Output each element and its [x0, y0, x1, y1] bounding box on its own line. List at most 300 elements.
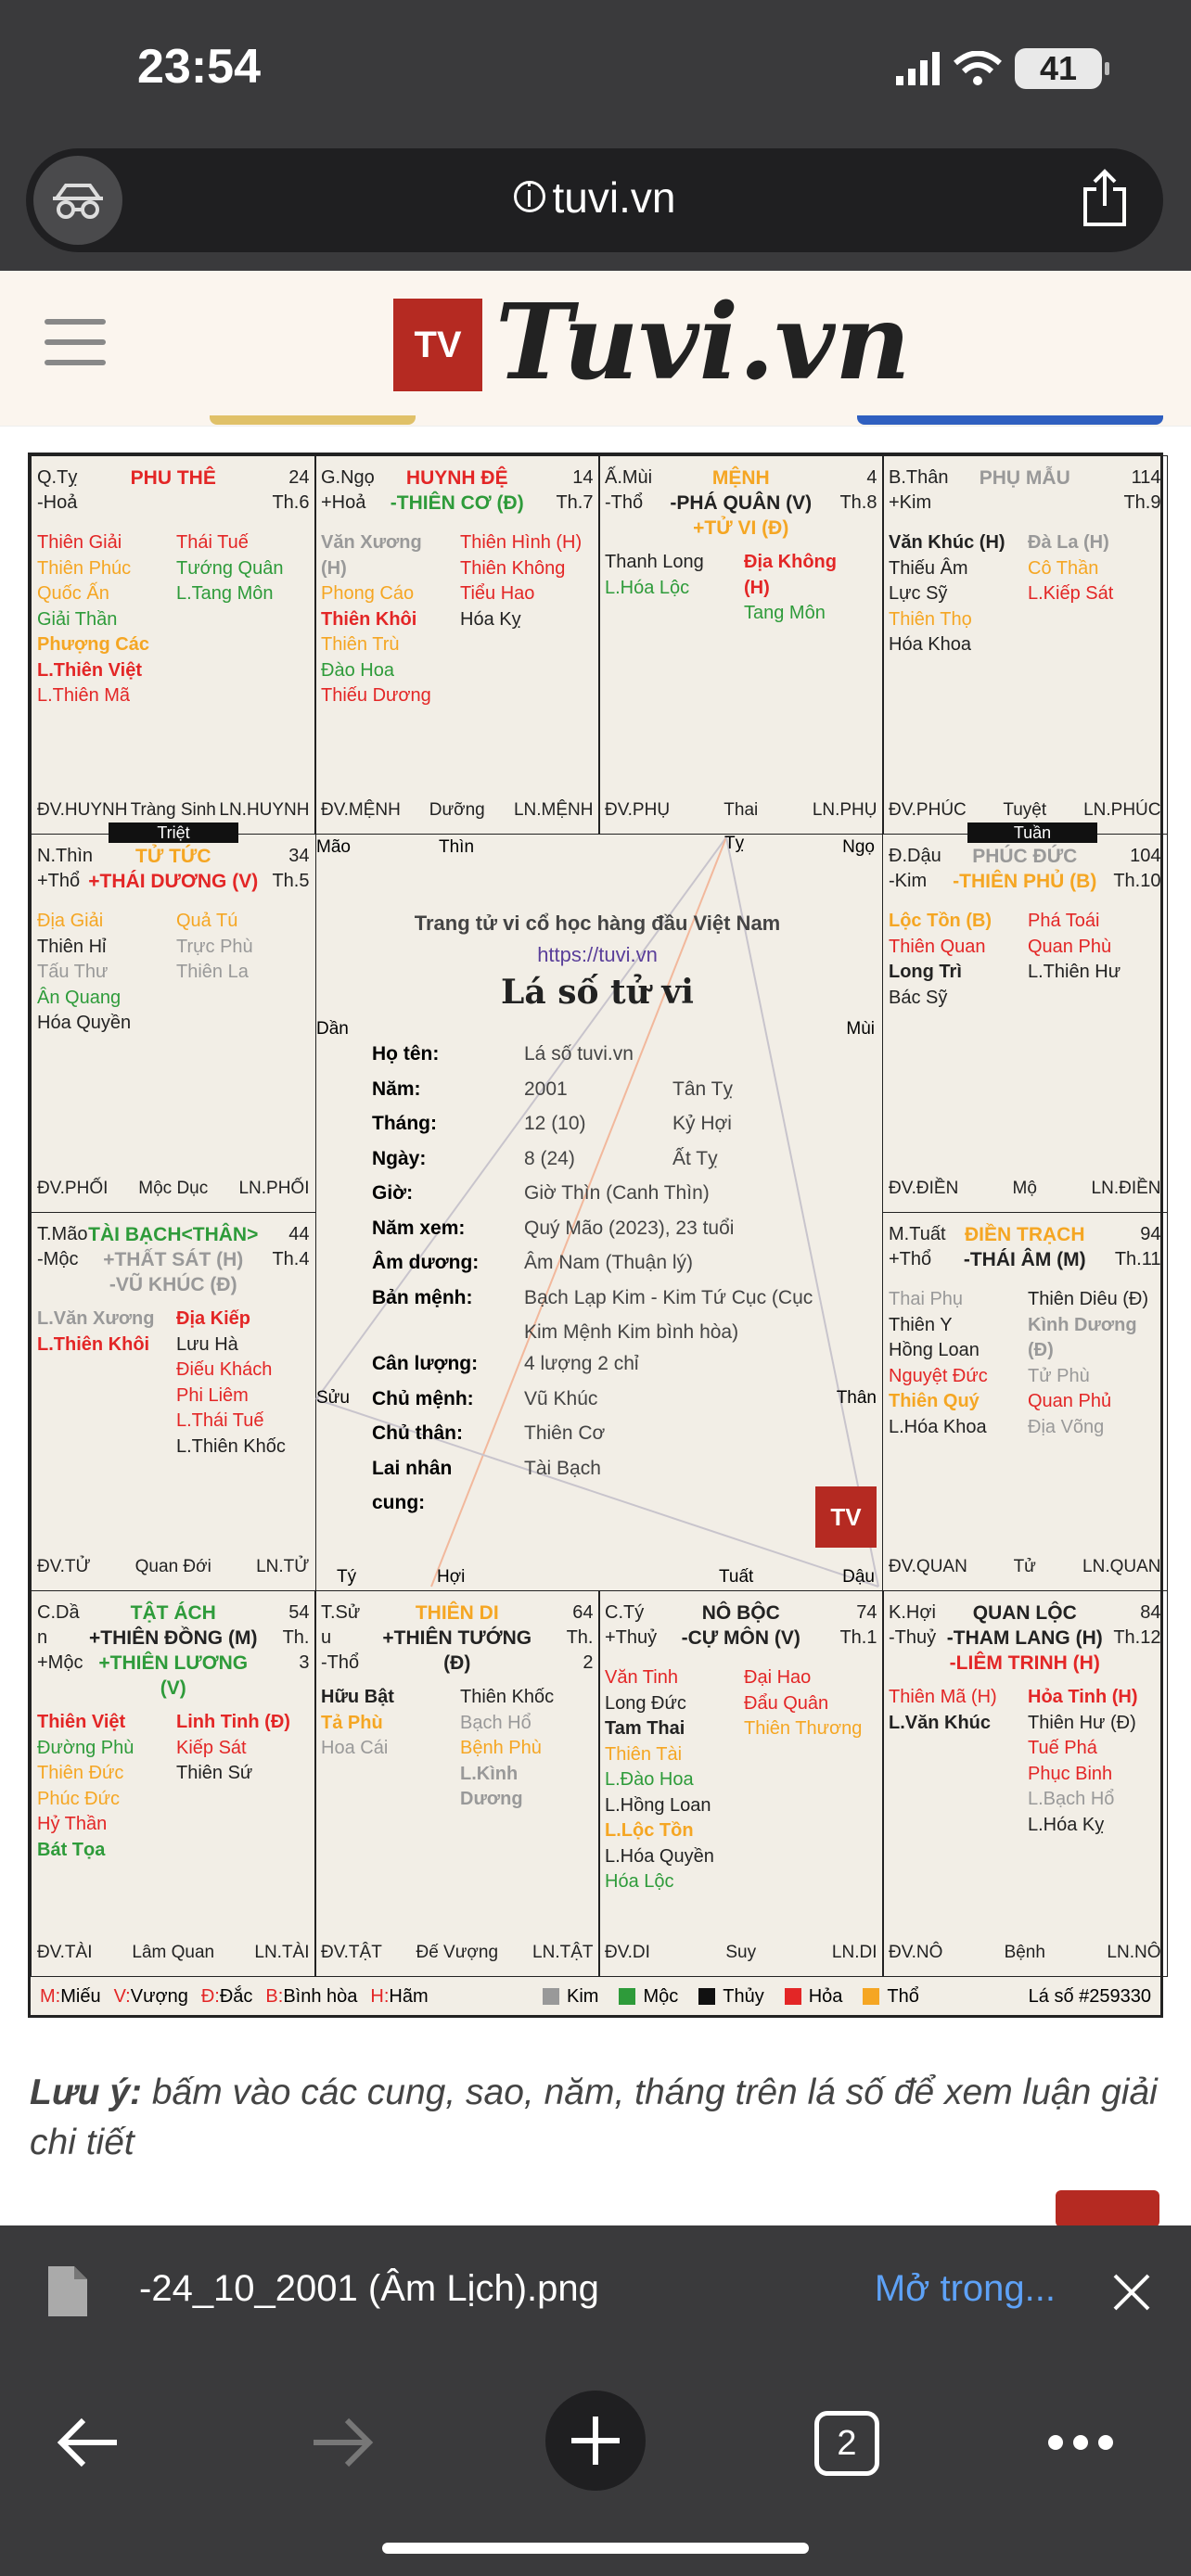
star-item[interactable]: Thiên Thọ — [889, 608, 972, 630]
signal-icon — [896, 52, 941, 85]
info-row — [372, 1148, 854, 1183]
truong-sinh: Lâm Quan — [132, 1943, 215, 1962]
palace-month: Th.10 — [1113, 871, 1161, 891]
palace-branch-wrap: n — [37, 1627, 48, 1648]
info-value[interactable]: Âm Nam (Thuận lý) — [524, 1252, 694, 1273]
star-item[interactable]: Tiểu Hao — [460, 583, 535, 604]
star-item[interactable]: Thiên Y — [889, 1314, 953, 1335]
palace-cell[interactable] — [598, 1590, 884, 1977]
star-item[interactable]: Thiên Phúc — [37, 557, 132, 579]
element-name: Hỏa — [808, 1986, 843, 2007]
dai-van: ĐV.HUYNH — [37, 800, 128, 820]
star-item[interactable]: Bác Sỹ — [889, 987, 948, 1008]
stars-left — [889, 909, 992, 1011]
legend-abbr-value: Đắc — [219, 1986, 253, 2007]
star-item[interactable]: Tang Môn — [744, 603, 826, 623]
legend-abbr-key: H: — [370, 1986, 390, 2007]
info-value[interactable]: Tài Bạch — [524, 1457, 601, 1479]
star-item[interactable]: Phi Liêm — [176, 1384, 249, 1406]
star-item[interactable]: Bệnh Phù — [460, 1738, 542, 1758]
info-key: Ngày: — [372, 1147, 427, 1169]
nav-strip — [210, 415, 416, 425]
open-in-button[interactable]: Mở trong... — [874, 2268, 1056, 2309]
star-item[interactable]: L.Hồng Loan — [605, 1794, 711, 1816]
address-field[interactable] — [26, 148, 1163, 252]
star-item[interactable]: Thiên Đức — [37, 1763, 124, 1783]
info-value[interactable]: Quý Mão (2023), 23 tuổi — [524, 1217, 735, 1239]
palace-age: 94 — [1140, 1224, 1161, 1244]
palace-name[interactable]: TẬT ÁCH — [130, 1602, 216, 1624]
palace-month: Th. — [566, 1627, 594, 1648]
info-value[interactable]: Lá số tuvi.vn — [524, 1043, 634, 1065]
site-header — [0, 271, 1191, 427]
major-star[interactable]: -CỰ MÔN (V) — [681, 1627, 800, 1649]
palace-age: 64 — [572, 1602, 594, 1623]
info-row — [372, 1458, 854, 1493]
info-value-2[interactable]: Ất Tỵ — [672, 1147, 718, 1169]
luu-nien: LN.TỬ — [256, 1557, 310, 1576]
star-item[interactable]: L.Kình — [460, 1763, 519, 1784]
star-item[interactable]: Phục Binh — [1028, 1763, 1113, 1784]
usage-note — [30, 2068, 1171, 2168]
branch-hoi: Hợi — [437, 1567, 466, 1587]
info-table — [372, 1043, 854, 1524]
info-key: Cân lượng: — [372, 1353, 479, 1374]
star-item[interactable]: Quan Phủ — [1028, 1391, 1112, 1411]
status-icons — [896, 48, 1102, 89]
star-item[interactable]: Kình Dương — [1028, 1314, 1137, 1335]
star-item[interactable]: Phong Cáo — [321, 583, 415, 604]
note-label: Lưu ý: — [30, 2072, 142, 2112]
palace-name[interactable]: NÔ BỘC — [701, 1602, 780, 1624]
star-item[interactable]: Quả Tú — [176, 911, 238, 931]
palace-cell[interactable] — [314, 455, 600, 835]
star-item[interactable]: Hữu Bật — [321, 1687, 394, 1707]
forward-icon[interactable] — [310, 2417, 375, 2468]
stars-right — [176, 1710, 290, 1787]
stars-right — [744, 550, 837, 627]
star-item[interactable]: Hoa Cái — [321, 1738, 389, 1758]
truong-sinh: Dưỡng — [429, 800, 485, 820]
luu-nien: LN.PHỐI — [238, 1179, 310, 1198]
status-time: 23:54 — [137, 40, 261, 94]
major-star[interactable]: +THIÊN TƯỚNG — [382, 1627, 532, 1649]
star-item[interactable]: Phượng Các — [37, 634, 149, 655]
palace-cell[interactable] — [31, 1212, 316, 1591]
luu-nien: LN.PHỤ — [812, 800, 877, 820]
star-item[interactable]: Địa Giải — [37, 911, 104, 931]
tuan-tag: Tuần — [967, 823, 1097, 843]
stars-left — [37, 909, 131, 1037]
truong-sinh: Tử — [1013, 1557, 1036, 1576]
site-link[interactable]: https://tuvi.vn — [537, 943, 658, 966]
star-item[interactable]: Hóa Kỵ — [460, 608, 521, 630]
palace-footer — [321, 1943, 594, 1967]
major-star[interactable]: -LIÊM TRINH (H) — [949, 1652, 1100, 1674]
palace-age: 34 — [288, 846, 310, 866]
info-value[interactable]: 2001 — [524, 1078, 568, 1100]
star-item[interactable]: Bát Tọa — [37, 1839, 106, 1860]
branch-ngo: Ngọ — [842, 837, 875, 857]
palace-element: -Thổ — [605, 492, 644, 513]
element-name: Kim — [567, 1986, 599, 2007]
luu-nien: LN.TÀI — [254, 1943, 310, 1962]
chart-title: Lá số tử vi — [501, 973, 694, 1012]
stars-left — [605, 1665, 714, 1895]
star-item[interactable]: Phá Toái — [1028, 911, 1100, 931]
star-item[interactable]: Hỷ Thần — [37, 1814, 108, 1834]
palace-footer — [605, 1943, 877, 1967]
palace-footer — [37, 1557, 310, 1581]
major-star[interactable]: -VŨ KHÚC (Đ) — [109, 1274, 237, 1295]
palace-name[interactable]: HUYNH ĐỆ — [405, 467, 508, 489]
info-key: Lai nhân — [372, 1457, 453, 1479]
star-item[interactable]: Phúc Đức — [37, 1788, 120, 1809]
star-item[interactable]: L.Hóa Khoa — [889, 1416, 987, 1437]
star-item[interactable]: Thiên Mã (H) — [889, 1687, 997, 1707]
star-item[interactable]: Tam Thai — [605, 1718, 685, 1739]
star-item[interactable]: L.Đào Hoa — [605, 1769, 694, 1790]
star-item[interactable]: Long Trì — [889, 962, 962, 982]
star-item[interactable]: Thiên Không — [460, 557, 566, 579]
star-item[interactable]: L.Hóa Lộc — [605, 577, 690, 598]
menu-icon[interactable] — [45, 319, 106, 380]
star-item[interactable]: Đẩu Quân — [744, 1692, 829, 1714]
info-value[interactable]: Giờ Thìn (Canh Thìn) — [524, 1182, 710, 1204]
star-item[interactable]: Điếu Khách — [176, 1359, 273, 1380]
element-name: Thổ — [887, 1986, 919, 2007]
palace-name[interactable]: PHÚC ĐỨC — [972, 846, 1078, 867]
star-item[interactable]: Ân Quang — [37, 987, 122, 1008]
palace-name[interactable]: THIÊN DI — [415, 1602, 499, 1624]
palace-element: +Thuỷ — [605, 1627, 658, 1648]
star-item[interactable]: Văn Khúc (H) — [889, 532, 1005, 553]
palace-cell[interactable] — [31, 834, 316, 1213]
palace-cell[interactable] — [598, 455, 884, 835]
star-item[interactable]: (Đ) — [1028, 1340, 1054, 1360]
info-row — [372, 1252, 854, 1287]
site-logo[interactable]: Tuvi.vn — [495, 282, 911, 403]
star-item[interactable]: L.Kiếp Sát — [1028, 583, 1114, 604]
palace-branch: M.Tuất — [889, 1224, 946, 1244]
star-item[interactable]: Thiên Việt — [37, 1712, 126, 1732]
logo-seal-icon[interactable]: TV — [393, 299, 482, 391]
palace-element: +Mộc — [37, 1652, 83, 1673]
dai-van: ĐV.TỬ — [37, 1557, 91, 1576]
info-value[interactable]: 8 (24) — [524, 1147, 575, 1169]
star-item[interactable]: Địa Võng — [1028, 1416, 1105, 1437]
palace-month: Th.8 — [839, 492, 877, 513]
star-item[interactable]: L.Thiên Khôi — [37, 1333, 150, 1355]
palace-cell[interactable] — [882, 1590, 1168, 1977]
palace-branch: B.Thân — [889, 467, 949, 488]
star-item[interactable]: Thiên Khôi — [321, 608, 417, 630]
branch-than: Thân — [836, 1388, 877, 1408]
new-tab-button[interactable] — [545, 2391, 646, 2491]
legend-abbr-key: Đ: — [200, 1986, 220, 2007]
info-value-2[interactable]: Kỷ Hợi — [672, 1113, 732, 1134]
star-item[interactable]: Lực Sỹ — [889, 583, 948, 604]
major-star[interactable]: +THÁI DƯƠNG (V) — [88, 871, 259, 892]
star-item[interactable]: Thanh Long — [605, 552, 704, 572]
palace-month: Th.11 — [1114, 1249, 1161, 1269]
major-star[interactable]: -THIÊN PHỦ (B) — [953, 871, 1097, 892]
stars-right — [1028, 909, 1121, 986]
star-item[interactable]: Thiên Hư (Đ) — [1028, 1712, 1136, 1733]
palace-cell[interactable] — [882, 455, 1168, 835]
info-key: Bản mệnh: — [372, 1286, 473, 1308]
major-star[interactable]: +TỬ VI (Đ) — [693, 517, 789, 539]
palace-month: Th. — [282, 1627, 310, 1648]
palace-age: 4 — [866, 467, 877, 488]
star-item[interactable]: Thiên Hỉ — [37, 936, 107, 957]
info-key: Chủ mệnh: — [372, 1387, 474, 1409]
close-icon[interactable] — [1111, 2272, 1152, 2313]
star-item[interactable]: (H) — [321, 557, 347, 579]
nav-strip — [857, 415, 1163, 425]
tabs-button[interactable]: 2 — [814, 2411, 879, 2476]
truong-sinh: Mộc Dục — [138, 1179, 209, 1198]
star-item[interactable]: Nguyệt Đức — [889, 1365, 988, 1386]
star-item[interactable]: L.Lộc Tồn — [605, 1820, 694, 1841]
star-item[interactable]: Thiên Giải — [37, 532, 122, 553]
info-value[interactable]: Thiên Cơ — [524, 1422, 606, 1444]
plus-icon — [570, 2415, 621, 2467]
status-bar — [0, 0, 1191, 139]
star-item[interactable]: L.Thái Tuế — [176, 1410, 264, 1431]
star-item[interactable]: Quốc Ấn — [37, 583, 109, 604]
palace-name[interactable]: PHỤ MẪU — [979, 467, 1070, 489]
palace-branch: C.Tý — [605, 1602, 645, 1623]
major-star[interactable]: -PHÁ QUÂN (V) — [670, 492, 813, 514]
branch-dan: Dần — [316, 1019, 349, 1039]
palace-age: 24 — [288, 467, 310, 488]
star-item[interactable]: L.Văn Khúc — [889, 1712, 992, 1733]
major-star[interactable]: (V) — [160, 1677, 186, 1699]
major-star[interactable]: +THIÊN ĐỒNG (M) — [89, 1627, 258, 1649]
star-item[interactable]: Quan Phù — [1028, 936, 1112, 957]
star-item[interactable]: L.Hóa Kỵ — [1028, 1814, 1105, 1835]
note-text: bấm vào các cung, sao, năm, tháng trên lá số để xem luận giải chi tiết — [30, 2072, 1158, 2162]
major-star[interactable]: -THIÊN CƠ (Đ) — [390, 492, 524, 514]
palace-element: +Thổ — [889, 1249, 932, 1269]
palace-branch: Ấ.Mùi — [605, 467, 653, 488]
palace-cell[interactable] — [882, 834, 1168, 1213]
chart-number: Lá số #259330 — [1028, 1986, 1151, 2007]
info-key: Âm dương: — [372, 1252, 480, 1273]
star-item[interactable]: Tuế Phá — [1028, 1738, 1097, 1758]
luu-nien: LN.ĐIỀN — [1091, 1179, 1161, 1198]
star-item[interactable]: Giải Thần — [37, 608, 118, 630]
star-item[interactable]: Thiên Tài — [605, 1743, 683, 1765]
more-icon[interactable] — [1048, 2435, 1113, 2450]
element-color-swatch — [863, 1988, 879, 2005]
star-item[interactable]: Địa Không — [744, 552, 837, 572]
triet-tag: Triệt — [109, 823, 238, 843]
info-key: Chủ thân: — [372, 1422, 463, 1444]
major-star[interactable]: +THẤT SÁT (H) — [103, 1249, 244, 1270]
palace-element: -Thuỷ — [889, 1627, 937, 1648]
palace-footer — [889, 1179, 1161, 1203]
red-badge — [1056, 2190, 1159, 2225]
info-row — [372, 1492, 854, 1524]
palace-name[interactable]: TÀI BẠCH<THÂN> — [88, 1224, 259, 1245]
horoscope-chart — [28, 453, 1163, 2018]
star-item[interactable]: Cô Thần — [1028, 557, 1099, 579]
wifi-icon — [954, 51, 1002, 86]
info-row — [372, 1043, 854, 1078]
palace-name[interactable]: ĐIỀN TRẠCH — [965, 1224, 1085, 1245]
star-item[interactable]: Kiếp Sát — [176, 1737, 247, 1758]
truong-sinh: Tràng Sinh — [130, 800, 216, 820]
info-value-2[interactable]: Tân Tỵ — [672, 1078, 733, 1100]
star-item[interactable]: Hóa Khoa — [889, 634, 971, 655]
star-item[interactable]: Địa Kiếp — [176, 1308, 251, 1329]
stars-left — [605, 550, 704, 601]
star-item[interactable]: Thai Phụ — [889, 1289, 964, 1309]
stars-right — [744, 1665, 862, 1742]
star-item[interactable]: Thiên Trù — [321, 634, 400, 655]
star-item[interactable]: Thiên Diêu (Đ) — [1028, 1289, 1149, 1309]
stars-left — [321, 530, 431, 709]
dai-van: ĐV.NÔ — [889, 1943, 943, 1962]
legend-abbr-key: B: — [265, 1986, 284, 2007]
star-item[interactable]: Hóa Lộc — [605, 1871, 674, 1892]
star-item[interactable]: L.Văn Xương — [37, 1308, 155, 1329]
star-item[interactable]: Long Đức — [605, 1692, 686, 1714]
palace-month: Th.12 — [1113, 1627, 1161, 1648]
major-star[interactable]: +THIÊN LƯƠNG — [98, 1652, 249, 1674]
back-icon[interactable] — [56, 2417, 121, 2468]
truong-sinh: Bệnh — [1004, 1943, 1045, 1962]
palace-footer — [321, 800, 594, 824]
star-item[interactable]: Thái Tuế — [176, 532, 249, 553]
star-item[interactable]: Hỏa Tinh (H) — [1028, 1687, 1138, 1707]
palace-cell[interactable] — [31, 455, 316, 835]
star-item[interactable]: Thiên Quan — [889, 936, 986, 957]
share-icon[interactable] — [1080, 169, 1130, 228]
star-item[interactable]: Thiên Hình (H) — [460, 532, 583, 553]
palace-month-wrap: 2 — [583, 1652, 594, 1673]
palace-age: 114 — [1131, 467, 1161, 488]
palace-month: Th.5 — [272, 871, 310, 891]
info-value[interactable]: 4 lượng 2 chỉ — [524, 1353, 639, 1374]
info-value[interactable]: Kim Mệnh Kim bình hòa) — [524, 1321, 739, 1343]
luu-nien: LN.PHÚC — [1083, 800, 1161, 820]
star-item[interactable]: Tấu Thư — [37, 962, 109, 982]
star-item[interactable]: L.Tang Môn — [176, 583, 274, 604]
branch-thin: Thìn — [439, 837, 475, 857]
legend-abbr-value: Vượng — [130, 1986, 188, 2007]
palace-branch: N.Thìn — [37, 846, 94, 866]
dai-van: ĐV.TÀI — [37, 1943, 93, 1962]
palace-month: Th.9 — [1123, 492, 1161, 513]
info-row — [372, 1422, 854, 1458]
star-item[interactable]: Thiên Sứ — [176, 1763, 253, 1783]
palace-cell[interactable] — [31, 1590, 316, 1977]
palace-cell[interactable] — [882, 1212, 1168, 1591]
star-item[interactable]: Văn Tinh — [605, 1667, 678, 1688]
major-star[interactable]: -THAM LANG (H) — [946, 1627, 1103, 1649]
palace-age: 54 — [288, 1602, 310, 1623]
stars-left — [889, 1685, 997, 1736]
dai-van: ĐV.PHỐI — [37, 1179, 109, 1198]
branch-suu: Sửu — [316, 1388, 350, 1408]
info-value[interactable]: 12 (10) — [524, 1113, 586, 1134]
palace-branch: G.Ngọ — [321, 467, 375, 488]
major-star[interactable]: -THÁI ÂM (M) — [963, 1249, 1086, 1270]
palace-name[interactable]: TỬ TỨC — [135, 846, 211, 867]
palace-month: Th.7 — [556, 492, 594, 513]
star-item[interactable]: Đường Phù — [37, 1737, 134, 1758]
info-value[interactable]: Bạch Lạp Kim - Kim Tứ Cục (Cục — [524, 1286, 813, 1308]
star-item[interactable]: Hóa Quyền — [37, 1013, 132, 1033]
star-item[interactable]: Văn Xương — [321, 532, 422, 553]
legend-abbr-value: Hãm — [389, 1986, 429, 2007]
star-item[interactable]: Tử Phù — [1028, 1365, 1090, 1386]
battery-icon: 41 — [1015, 48, 1102, 89]
star-item[interactable]: L.Thiên Hư — [1028, 962, 1121, 982]
palace-name[interactable]: PHU THÊ — [130, 467, 216, 489]
star-item[interactable]: Đại Hao — [744, 1667, 812, 1688]
major-star[interactable]: (Đ) — [443, 1652, 471, 1674]
star-item[interactable]: Tả Phù — [321, 1712, 383, 1733]
stars-right — [176, 530, 283, 607]
stars-right — [460, 1685, 554, 1813]
star-item[interactable]: Tướng Quân — [176, 557, 284, 579]
chart-center — [313, 834, 882, 1591]
stars-right — [176, 1307, 286, 1460]
star-item[interactable]: Thiên Khốc — [460, 1687, 555, 1707]
star-item[interactable]: Thiếu Dương — [321, 685, 431, 706]
star-item[interactable]: L.Thiên Việt — [37, 659, 142, 681]
star-item[interactable]: Đà La (H) — [1028, 532, 1109, 553]
palace-element: +Thổ — [37, 871, 81, 891]
palace-name[interactable]: MỆNH — [711, 467, 770, 489]
truong-sinh: Thai — [724, 800, 759, 820]
star-item[interactable]: Dương — [460, 1789, 523, 1809]
info-key: Họ tên: — [372, 1043, 440, 1065]
element-name: Thủy — [723, 1986, 764, 2007]
star-item[interactable]: Hồng Loan — [889, 1340, 980, 1360]
star-item[interactable]: (H) — [744, 577, 770, 598]
star-item[interactable]: Trực Phù — [176, 936, 253, 957]
info-value[interactable]: Vũ Khúc — [524, 1387, 598, 1409]
stars-right — [1028, 1287, 1148, 1440]
star-item[interactable]: Lưu Hà — [176, 1333, 238, 1355]
star-item[interactable]: Thiên Quý — [889, 1391, 980, 1411]
star-item[interactable]: L.Thiên Khốc — [176, 1435, 286, 1457]
star-item[interactable]: Linh Tinh (Đ) — [176, 1712, 290, 1732]
star-item[interactable]: Thiếu Âm — [889, 557, 968, 579]
palace-footer — [37, 1179, 310, 1203]
star-item[interactable]: Lộc Tồn (B) — [889, 911, 992, 931]
star-item[interactable]: Thiên Thương — [744, 1718, 863, 1739]
star-item[interactable]: L.Bạch Hổ — [1028, 1789, 1115, 1809]
star-item[interactable]: Bạch Hổ — [460, 1712, 531, 1733]
star-item[interactable]: Đào Hoa — [321, 659, 394, 681]
palace-name[interactable]: QUAN LỘC — [972, 1602, 1077, 1624]
url-text[interactable] — [26, 172, 1163, 223]
star-item[interactable]: L.Thiên Mã — [37, 685, 131, 706]
palace-cell[interactable] — [314, 1590, 600, 1977]
palace-age: 14 — [572, 467, 594, 488]
star-item[interactable]: Thiên La — [176, 962, 249, 982]
luu-nien: LN.TẬT — [532, 1943, 594, 1962]
palace-branch: T.Sử — [321, 1602, 361, 1623]
legend-abbr-key: M: — [40, 1986, 61, 2007]
star-item[interactable]: L.Hóa Quyền — [605, 1845, 714, 1867]
